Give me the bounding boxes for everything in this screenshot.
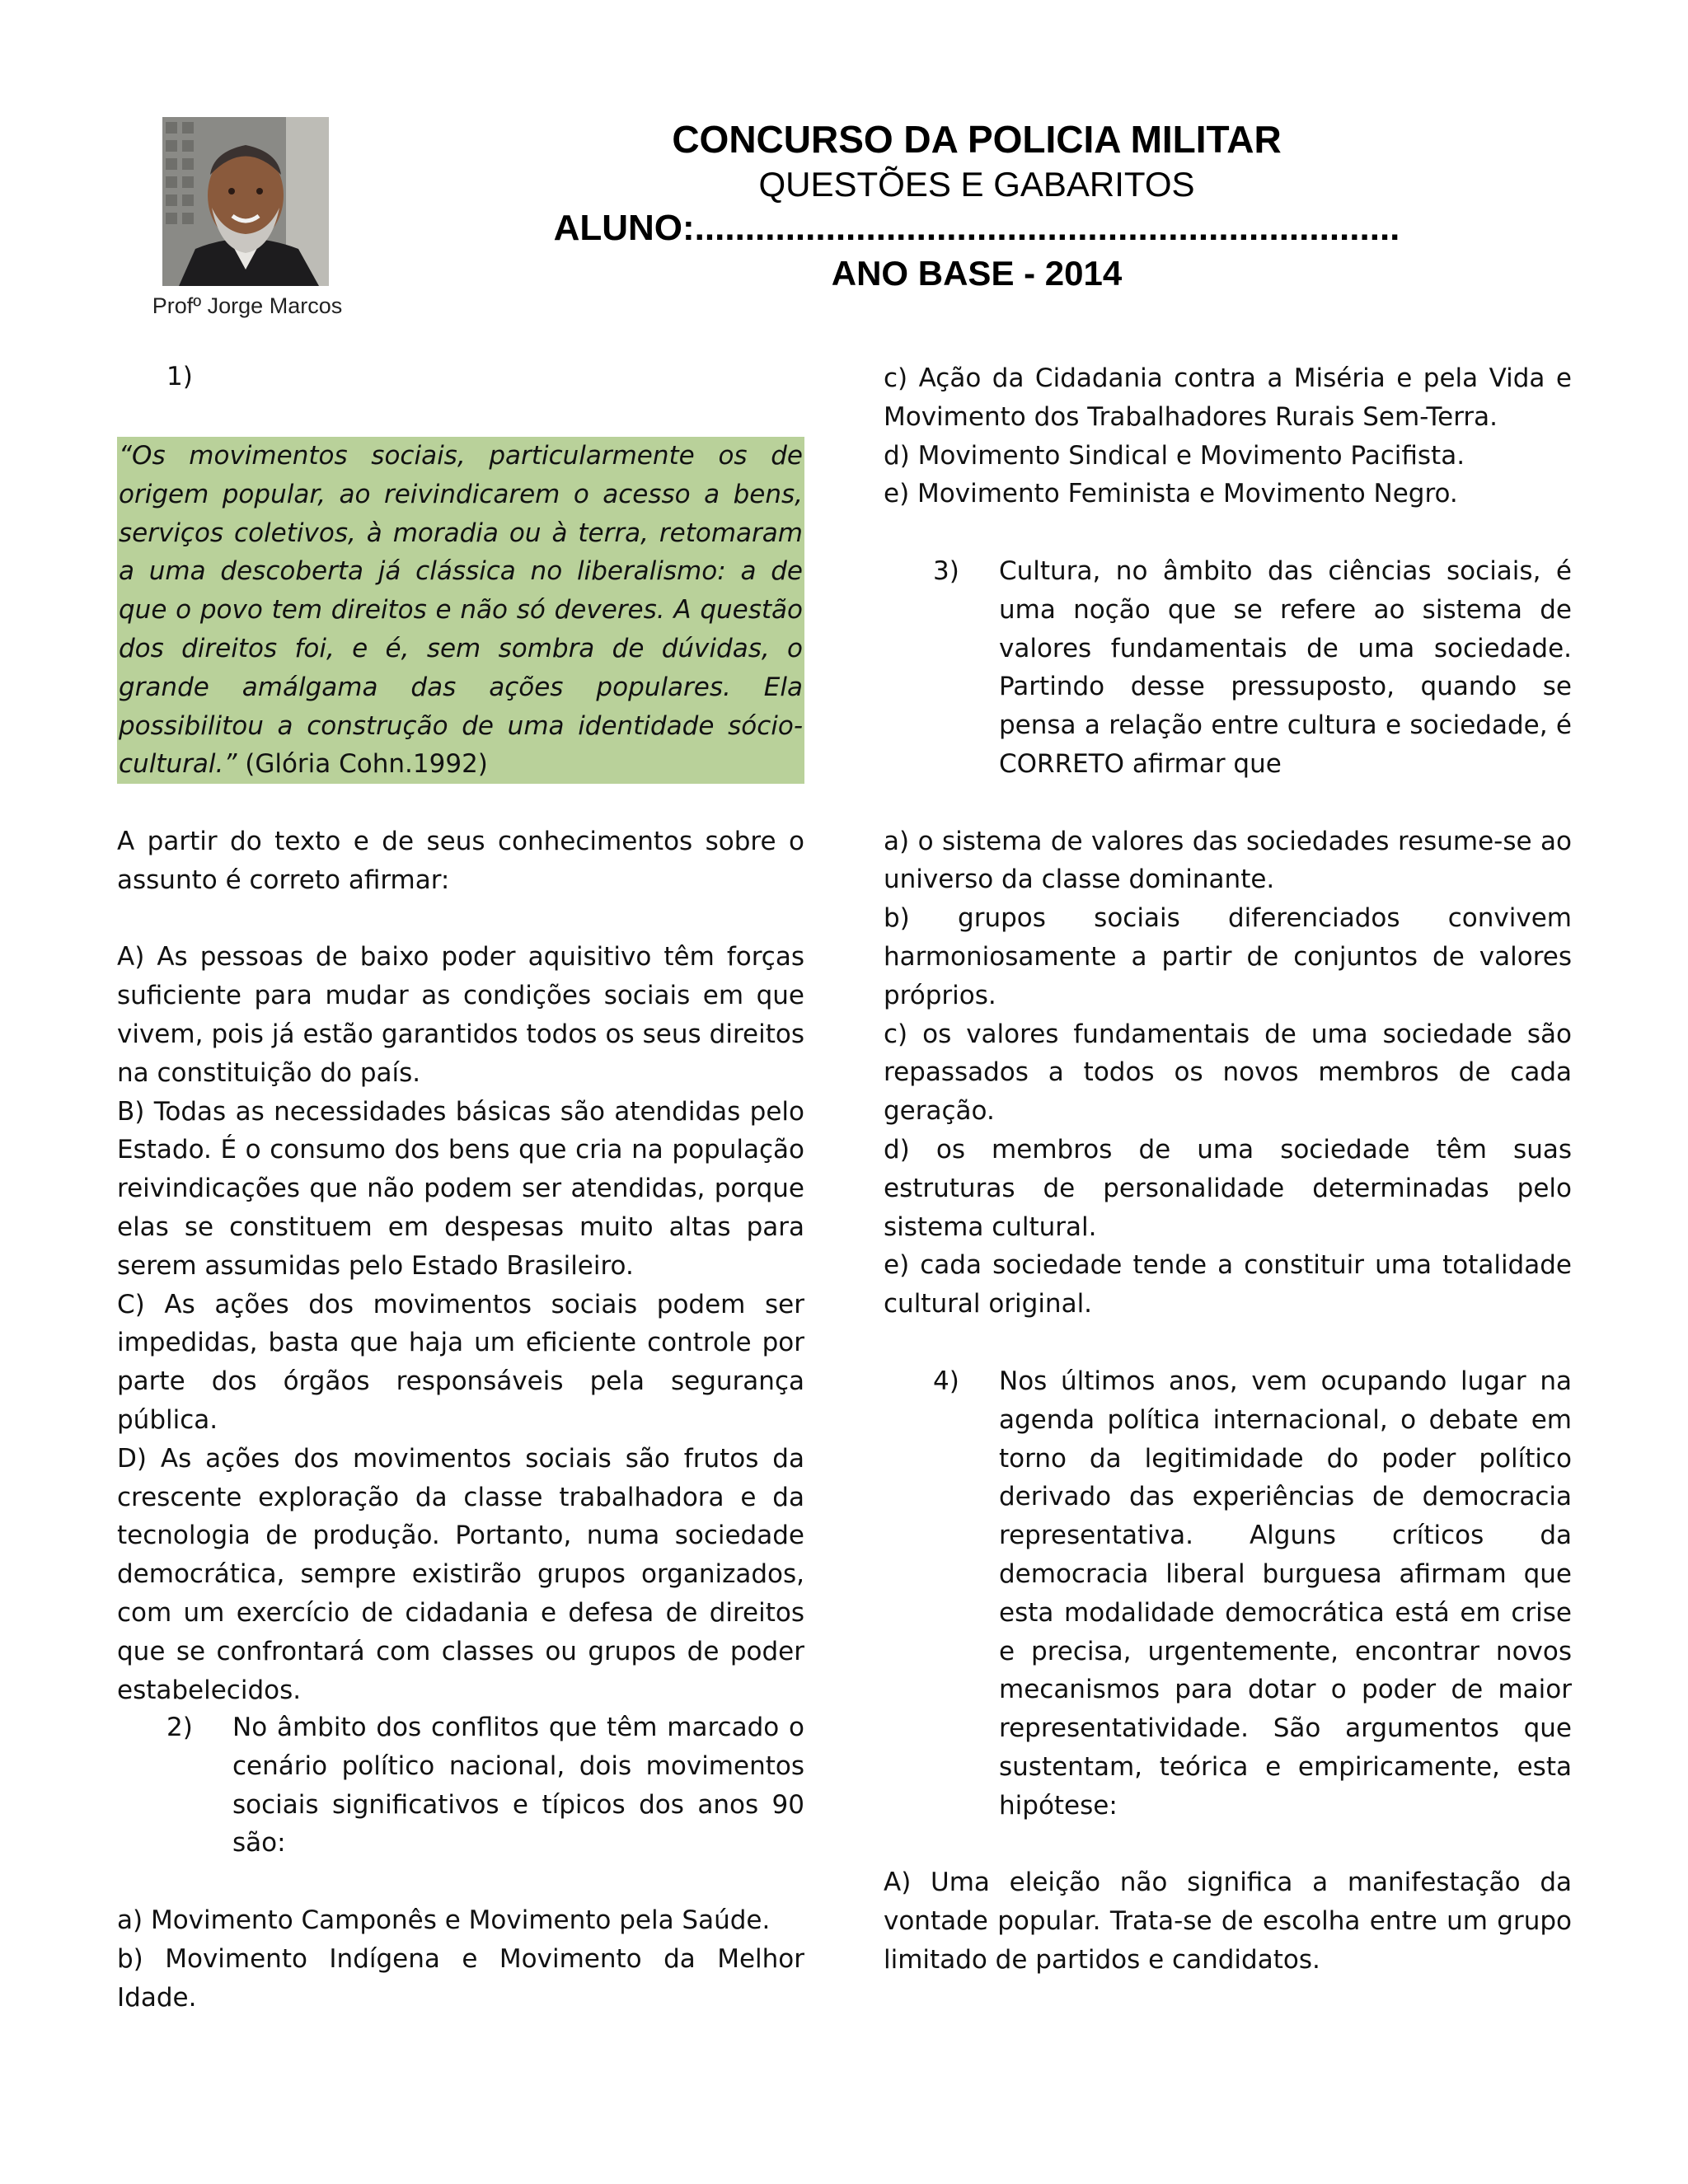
- question-4-stem: Nos últimos anos, vem ocupando lugar na agenda política internacional, o debate em torno da legitimidade do poder político derivado das experiências de democracia representativa. Alguns críticos da democracia liberal burguesa afirmam que esta modalidade democrática está em crise e precisa, urgentemente, encontrar novos mecanismos para dotar o poder de maior representatividade. São argumentos que sustentam, teórica e empiricamente, esta hipótese:: [999, 1366, 1572, 1821]
- question-1-quote: [117, 437, 804, 784]
- question-3-option: b) grupos sociais diferenciados convivem harmoniosamente a partir de conjuntos de valores próprios.: [884, 903, 1572, 1010]
- question-2: [117, 1708, 804, 2017]
- question-3-stem: Cultura, no âmbito das ciências sociais, é uma noção que se refere ao sistema de valores fundamentais de uma sociedade. Partindo desse pressuposto, quando se pensa a relação entre cultura e sociedade, é CORRETO afirmar que: [999, 556, 1572, 779]
- question-2-continued: [884, 359, 1572, 513]
- question-1-option: B) Todas as necessidades básicas são atendidas pelo Estado. É o consumo dos bens que cria na população reivindicações que não podem ser atendidas, porque elas se constituem em despesas muito altas para serem assumidas pelo Estado Brasileiro.: [117, 1096, 804, 1281]
- question-2-option: b) Movimento Indígena e Movimento da Melhor Idade.: [117, 1943, 804, 2013]
- quote-text: “Os movimentos sociais, particularmente os de origem popular, ao reivindicarem o acesso a bens, serviços coletivos, à moradia ou à terra, retomaram a uma descoberta já clássica no liberalismo: a de que o povo tem direitos e não só deveres. A questão dos direitos foi, e é, sem sombra de dúvidas, o grande amálgama das ações populares. Ela possibilitou a construção de uma identidade sócio-cultural.”: [119, 441, 803, 780]
- left-column: [117, 358, 804, 396]
- question-3-option: d) os membros de uma sociedade têm suas estruturas de personalidade determinadas pelo sistema cultural.: [884, 1134, 1572, 1242]
- author-photo: [162, 117, 329, 286]
- question-1-stem: A partir do texto e de seus conhecimentos sobre o assunto é correto afirmar:: [117, 827, 804, 895]
- document-subtitle: QUESTÕES E GABARITOS: [758, 165, 1195, 204]
- question-4-number: 4): [933, 1366, 959, 1396]
- quote-source: (Glória Cohn.1992): [245, 749, 488, 780]
- question-1-option: A) As pessoas de baixo poder aquisitivo têm forças suficiente para mudar as condições sociais em que vivem, pois já estão garantidos todos os seus direitos na constituição do país.: [117, 942, 804, 1088]
- question-3-option: c) os valores fundamentais de uma sociedade são repassados a todos os novos membros de cada geração.: [884, 1019, 1572, 1127]
- question-2-option: a) Movimento Camponês e Movimento pela Saúde.: [117, 1905, 771, 1935]
- question-1-option: D) As ações dos movimentos sociais são frutos da crescente exploração da classe trabalhadora e da tecnologia de produção. Portanto, numa sociedade democrática, sempre existirão grupos organizados, com um exercício de cidadania e defesa de direitos que se confrontará com classes ou grupos de poder estabelecidos.: [117, 1443, 804, 1705]
- question-3-option: e) cada sociedade tende a constituir uma totalidade cultural original.: [884, 1250, 1572, 1319]
- question-2-option: d) Movimento Sindical e Movimento Pacifista.: [884, 440, 1465, 471]
- question-3-option: a) o sistema de valores das sociedades resume-se ao universo da classe dominante.: [884, 826, 1572, 895]
- question-2-number: 2): [166, 1713, 193, 1742]
- question-3: [884, 552, 1572, 1324]
- base-year: ANO BASE - 2014: [831, 254, 1123, 293]
- photo-caption: Profº Jorge Marcos: [152, 293, 343, 318]
- student-name-line: ALUNO:......................................................................: [553, 208, 1400, 248]
- quote-box: [117, 437, 804, 784]
- question-4: [884, 1362, 1572, 1980]
- question-2-stem: No âmbito dos conflitos que têm marcado o cenário político nacional, dois movimentos sociais significativos e típicos dos anos 90 são:: [232, 1713, 804, 1858]
- question-1-body: [117, 823, 804, 1709]
- question-2-option: e) Movimento Feminista e Movimento Negro.: [884, 479, 1458, 509]
- question-1-option: C) As ações dos movimentos sociais podem ser impedidas, basta que haja um eficiente controle por parte dos órgãos responsáveis pela segurança pública.: [117, 1289, 804, 1435]
- question-2-option: c) Ação da Cidadania contra a Miséria e pela Vida e Movimento dos Trabalhadores Rurais Sem-Terra.: [884, 363, 1572, 432]
- question-3-number: 3): [933, 556, 959, 586]
- document-title: CONCURSO DA POLICIA MILITAR: [672, 118, 1282, 161]
- question-1-number: 1): [166, 362, 193, 391]
- question-4-option: A) Uma eleição não significa a manifestação da vontade popular. Trata-se de escolha entre um grupo limitado de partidos e candidatos.: [884, 1868, 1572, 1975]
